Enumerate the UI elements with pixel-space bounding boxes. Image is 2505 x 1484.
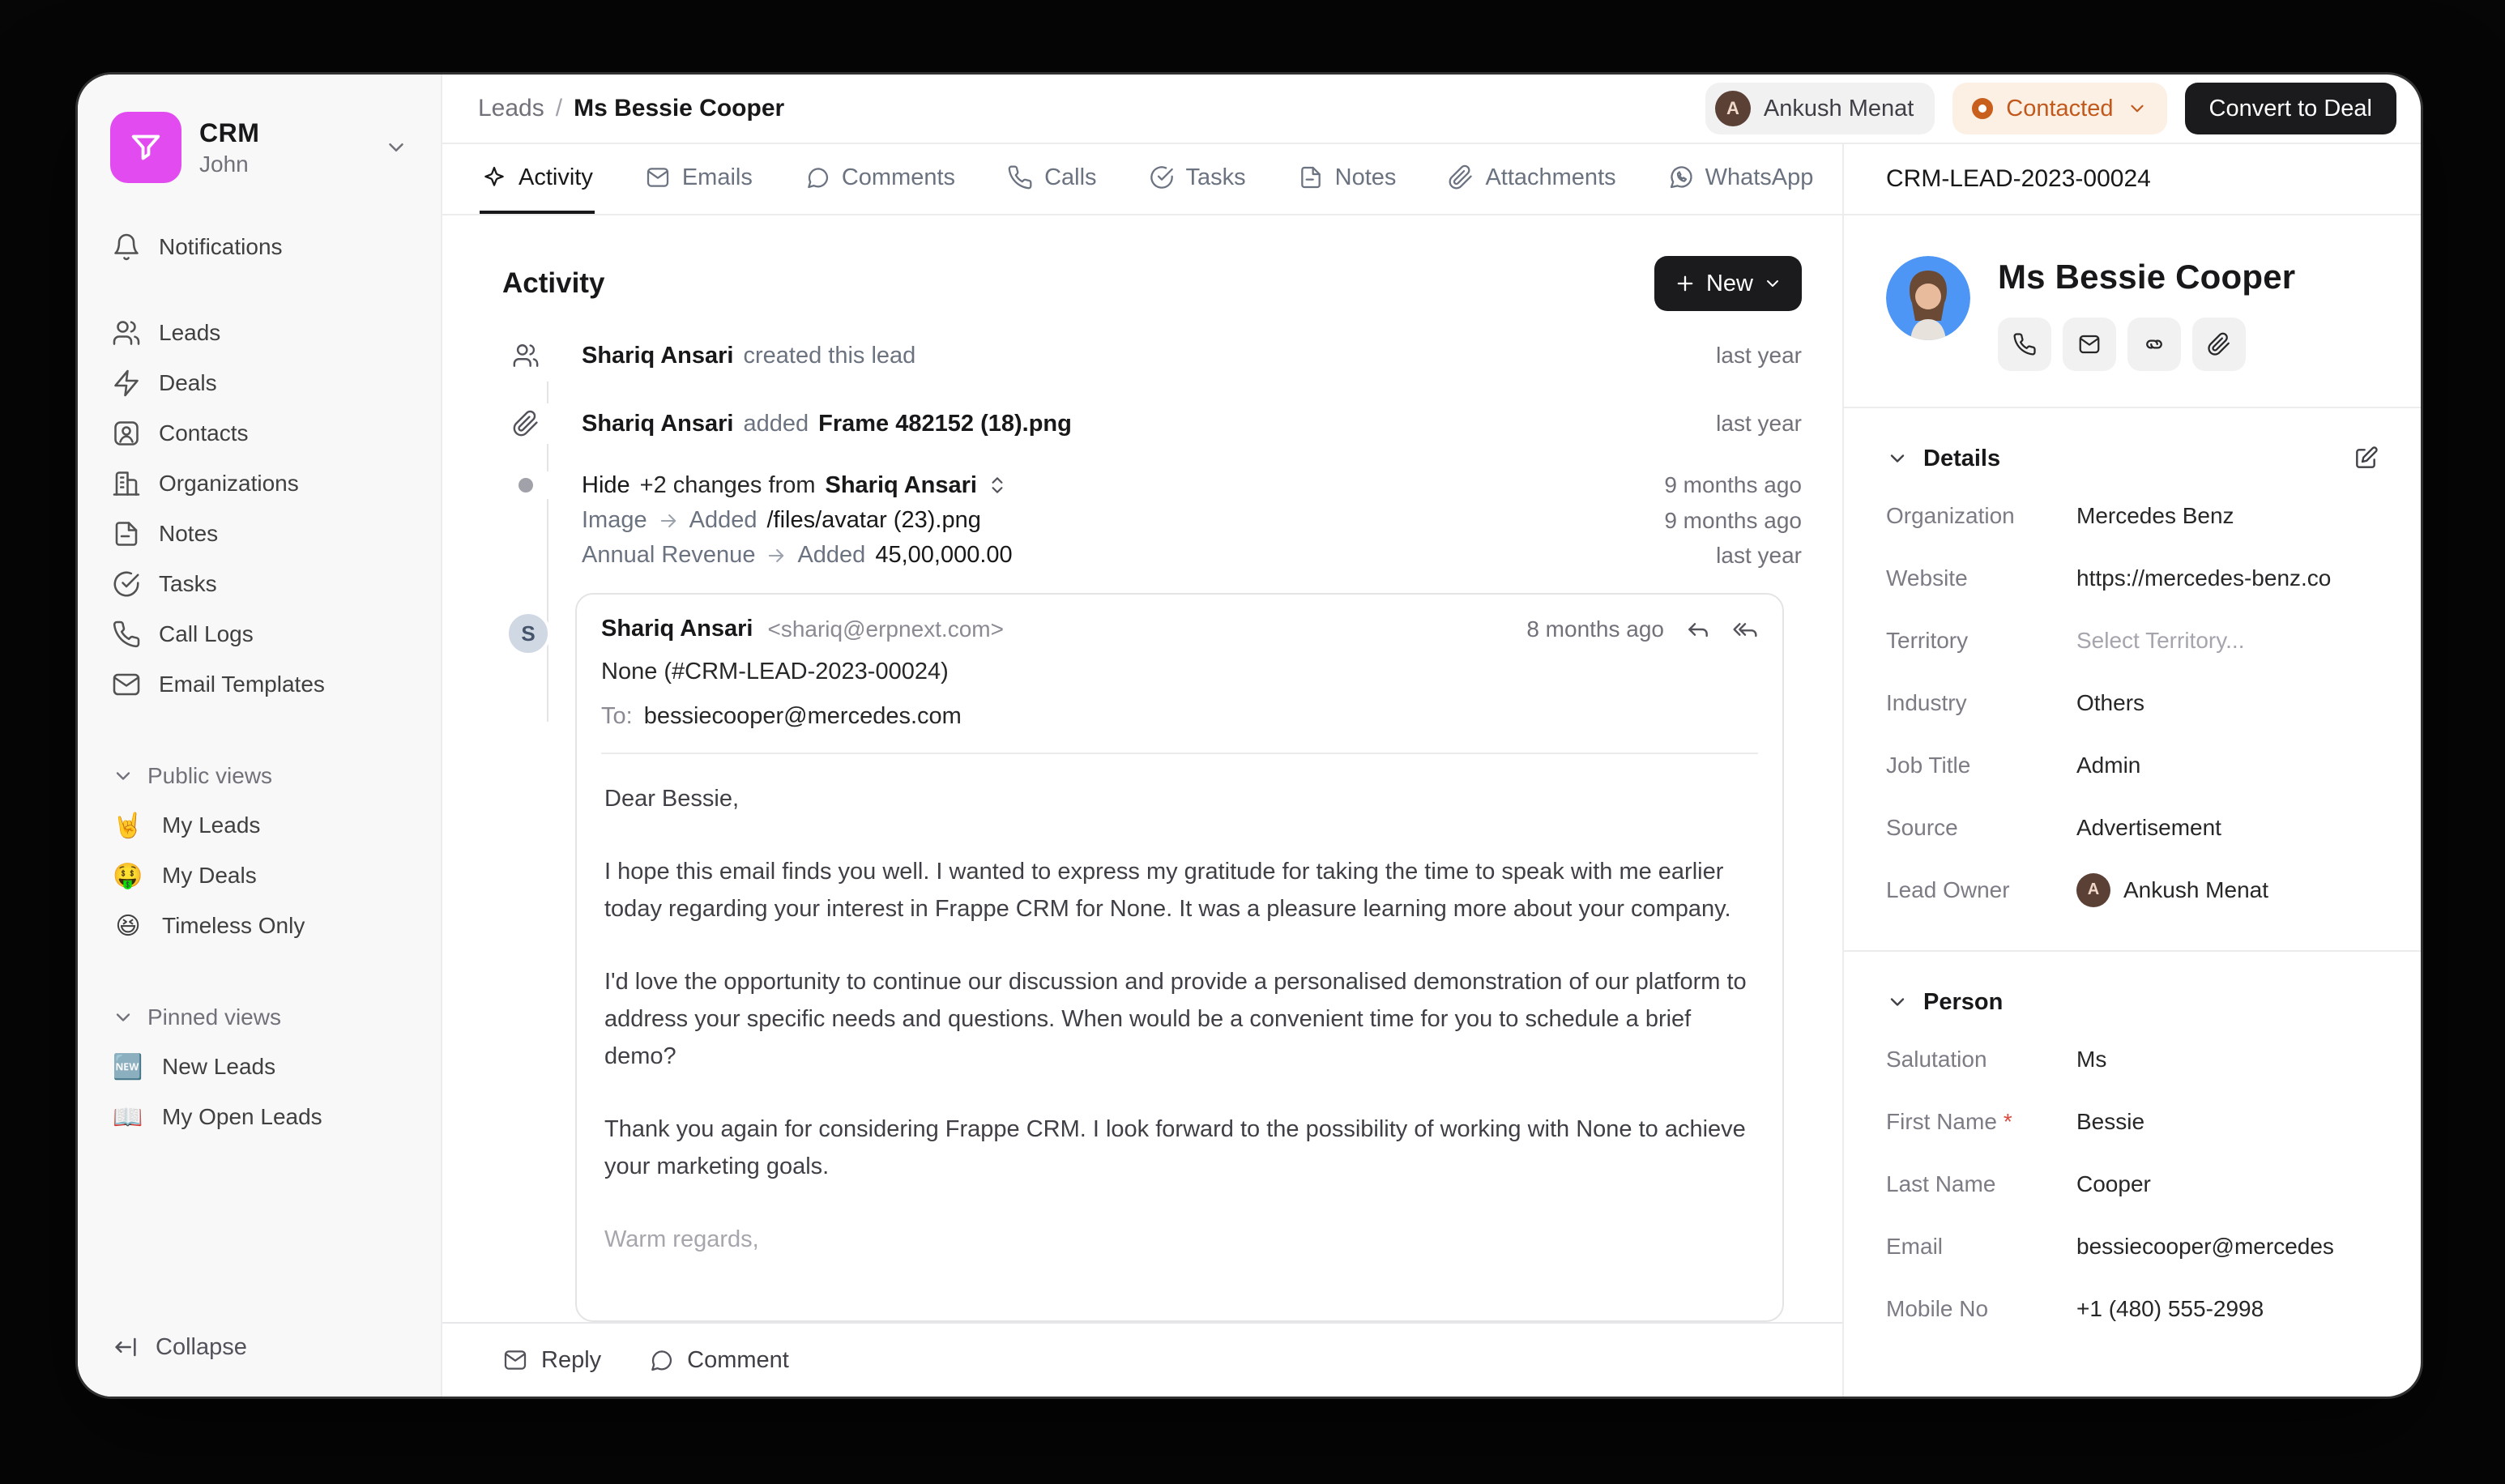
- sidebar-item-label: Leads: [159, 320, 221, 345]
- paperclip-icon: [502, 403, 549, 444]
- field-label: Lead Owner: [1886, 876, 2010, 902]
- action-text: added: [743, 410, 809, 437]
- details-section: [1844, 408, 2421, 950]
- tab-label: Notes: [1334, 164, 1397, 190]
- app-title: CRM: [199, 117, 260, 147]
- field-territory: [1886, 609, 2379, 672]
- sidebar-item-label: Notifications: [159, 234, 283, 259]
- timestamp: last year: [1716, 411, 1802, 436]
- sidebar-item-label: Call Logs: [159, 621, 254, 646]
- whatsapp-icon: [1668, 164, 1694, 190]
- sidebar-item-organizations[interactable]: [99, 458, 420, 509]
- required-marker: *: [2003, 1108, 2012, 1134]
- email-closing: Warm regards,: [604, 1226, 759, 1252]
- tab-attachments[interactable]: [1446, 144, 1617, 214]
- composer-bar: [442, 1322, 1842, 1397]
- paperclip-icon: [1448, 164, 1474, 190]
- field-mobile-no: [1886, 1277, 2379, 1340]
- attachment-name: Frame 482152 (18).png: [818, 410, 1072, 437]
- quick-actions: [1998, 318, 2295, 371]
- actor-name: Shariq Ansari: [582, 342, 734, 369]
- field-name: Image: [582, 507, 647, 533]
- section-title: Public views: [147, 763, 273, 788]
- owner-avatar: A: [2076, 873, 2110, 907]
- users-icon: [112, 318, 141, 348]
- email-sender-address: <shariq@erpnext.com>: [767, 616, 1004, 642]
- tab-bar: [442, 144, 1842, 215]
- note-icon: [112, 519, 141, 548]
- timestamp: 9 months ago: [1664, 507, 1802, 533]
- field-industry: [1886, 672, 2379, 734]
- email-card: [521, 593, 1784, 1322]
- sidebar-item-new-leads[interactable]: [99, 1042, 420, 1092]
- lead-details-panel: [1842, 144, 2421, 1397]
- sidebar-item-label: My Deals: [162, 863, 257, 888]
- reply-label: Reply: [541, 1346, 602, 1373]
- sidebar-item-call-logs[interactable]: [99, 609, 420, 659]
- user-name: John: [199, 151, 249, 177]
- main-area: [442, 75, 2421, 1397]
- tab-notes[interactable]: [1296, 144, 1398, 214]
- field-label: Salutation: [1886, 1046, 1987, 1072]
- change-action: Added: [689, 507, 757, 533]
- assignee-button[interactable]: [1705, 83, 1935, 134]
- money-face-emoji-icon: 🤑: [113, 862, 143, 889]
- activity-feed: [442, 215, 1842, 1322]
- workspace-switcher[interactable]: [99, 104, 420, 191]
- field-value[interactable]: Ms: [2076, 1046, 2107, 1072]
- sidebar-item-label: New Leads: [162, 1054, 276, 1079]
- email-paragraph: Thank you again for considering Frappe CRM. I look forward to the possibility of working with None to achieve your marketing goals.: [604, 1116, 1746, 1179]
- tab-label: Comments: [841, 164, 956, 190]
- sidebar-item-label: Deals: [159, 370, 217, 395]
- field-source: [1886, 796, 2379, 859]
- mail-icon: [502, 1347, 528, 1373]
- tab-label: Tasks: [1185, 164, 1246, 190]
- tab-emails[interactable]: [643, 144, 754, 214]
- chevron-down-icon: [384, 135, 408, 160]
- assignee-name: Ankush Menat: [1763, 95, 1914, 122]
- field-label: Job Title: [1886, 752, 1971, 778]
- reply-all-icon[interactable]: [1732, 616, 1758, 642]
- sidebar-item-label: Email Templates: [159, 672, 325, 697]
- field-value[interactable]: Others: [2076, 689, 2145, 715]
- lead-status-dropdown[interactable]: [1952, 83, 2166, 134]
- bell-icon: [112, 232, 141, 262]
- header-actions: [1705, 83, 2396, 134]
- timestamp: last year: [1716, 343, 1802, 368]
- field-organization: [1886, 484, 2379, 547]
- attach-file-button[interactable]: [2192, 318, 2246, 371]
- chevron-down-icon: [2127, 98, 2148, 119]
- field-label: First Name: [1886, 1108, 1997, 1134]
- sidebar-item-my-leads[interactable]: [99, 800, 420, 851]
- comment-icon: [648, 1347, 674, 1373]
- comment-button[interactable]: [648, 1347, 789, 1374]
- chevron-down-icon: [112, 765, 134, 787]
- reply-button[interactable]: [502, 1347, 601, 1374]
- change-action: Added: [797, 542, 866, 568]
- feed-item-changes-toggle[interactable]: [502, 471, 1802, 499]
- dot-icon: [502, 471, 549, 499]
- horns-emoji-icon: 🤘: [113, 812, 143, 839]
- page-header: [442, 75, 2421, 144]
- email-subject: None (#CRM-LEAD-2023-00024): [601, 659, 949, 684]
- field-value[interactable]: bessiecooper@mercedes: [2076, 1233, 2334, 1259]
- owner-name: Ankush Menat: [2123, 876, 2268, 902]
- sidebar-item-label: Timeless Only: [162, 913, 305, 938]
- timestamp: 9 months ago: [1664, 472, 1802, 497]
- sidebar: [78, 75, 442, 1397]
- field-label: Territory: [1886, 627, 1969, 653]
- collapse-sidebar-button[interactable]: [99, 1319, 420, 1375]
- feed-item-change-image: [502, 507, 1802, 534]
- field-salutation: [1886, 1028, 2379, 1090]
- field-value[interactable]: +1 (480) 555-2998: [2076, 1295, 2264, 1321]
- building-icon: [112, 469, 141, 498]
- center-column: [442, 144, 1842, 1397]
- email-sender-name: Shariq Ansari: [601, 616, 753, 642]
- field-name: Annual Revenue: [582, 542, 756, 568]
- funnel-icon: [127, 129, 164, 166]
- lead-id: CRM-LEAD-2023-00024: [1844, 144, 2421, 215]
- call-button[interactable]: [1998, 318, 2051, 371]
- sidebar-item-my-open-leads[interactable]: [99, 1092, 420, 1142]
- users-icon: [502, 335, 549, 376]
- lead-avatar[interactable]: [1886, 256, 1970, 340]
- open-book-emoji-icon: 📖: [113, 1103, 143, 1131]
- timestamp: last year: [1716, 542, 1802, 568]
- field-website: [1886, 547, 2379, 609]
- lead-name: Ms Bessie Cooper: [1998, 258, 2296, 296]
- status-dot-icon: [1972, 98, 1993, 119]
- breadcrumb-separator: /: [555, 95, 563, 122]
- field-value[interactable]: https://mercedes-benz.co: [2076, 565, 2332, 591]
- field-last-name: [1886, 1153, 2379, 1215]
- copy-link-button[interactable]: [2127, 318, 2181, 371]
- tab-label: Emails: [681, 164, 753, 190]
- phone-icon: [1007, 164, 1033, 190]
- hide-label: Hide: [582, 471, 630, 498]
- field-lead-owner: [1886, 859, 2379, 921]
- breadcrumb-current: Ms Bessie Cooper: [574, 95, 785, 122]
- sidebar-item-leads[interactable]: [99, 308, 420, 358]
- check-circle-icon: [112, 569, 141, 599]
- note-icon: [1298, 164, 1324, 190]
- field-value[interactable]: Advertisement: [2076, 814, 2221, 840]
- tab-calls[interactable]: [1005, 144, 1098, 214]
- edit-details-button[interactable]: [2353, 446, 2379, 471]
- send-email-button[interactable]: [2063, 318, 2116, 371]
- assignee-avatar: A: [1715, 91, 1751, 126]
- chevron-down-icon[interactable]: [1886, 991, 1909, 1013]
- arrow-right-icon: [657, 510, 680, 532]
- tab-whatsapp[interactable]: [1666, 144, 1816, 214]
- edit-icon: [2353, 446, 2379, 471]
- zap-icon: [112, 369, 141, 398]
- tab-activity[interactable]: [480, 144, 595, 214]
- actor-name: Shariq Ansari: [582, 410, 734, 437]
- field-label: Source: [1886, 814, 1958, 840]
- field-value[interactable]: Mercedes Benz: [2076, 502, 2234, 528]
- new-activity-button[interactable]: [1654, 256, 1802, 311]
- field-value[interactable]: Bessie: [2076, 1108, 2145, 1134]
- chevron-down-icon[interactable]: [1886, 447, 1909, 470]
- sidebar-item-label: My Open Leads: [162, 1104, 322, 1129]
- workspace-text: [199, 118, 366, 177]
- app-window: [78, 75, 2421, 1397]
- changes-text: +2 changes from: [639, 471, 816, 498]
- pinned-views-header[interactable]: [99, 993, 420, 1042]
- tab-label: Calls: [1044, 164, 1097, 190]
- field-label: Email: [1886, 1233, 1944, 1259]
- phone-icon: [2012, 332, 2037, 356]
- sidebar-item-label: Contacts: [159, 420, 249, 446]
- sidebar-item-timeless-only[interactable]: [99, 901, 420, 951]
- crm-logo: [110, 112, 181, 183]
- email-body: [577, 754, 1782, 1258]
- field-label: Industry: [1886, 689, 1967, 715]
- to-label: To:: [601, 703, 633, 729]
- tab-tasks[interactable]: [1147, 144, 1248, 214]
- phone-icon: [112, 620, 141, 649]
- field-value[interactable]: [2076, 873, 2379, 907]
- email-greeting: Dear Bessie,: [604, 786, 740, 812]
- sidebar-nav: [99, 308, 420, 710]
- sidebar-item-tasks[interactable]: [99, 559, 420, 609]
- lead-hero: [1844, 215, 2421, 408]
- tab-label: WhatsApp: [1705, 164, 1814, 190]
- comment-label: Comment: [687, 1346, 789, 1373]
- sidebar-item-contacts[interactable]: [99, 408, 420, 458]
- reply-icon[interactable]: [1685, 616, 1711, 642]
- sidebar-item-deals[interactable]: [99, 358, 420, 408]
- status-label: Contacted: [2006, 95, 2114, 122]
- person-title: Person: [1923, 988, 2004, 1015]
- actor-name: Shariq Ansari: [825, 471, 977, 498]
- sidebar-item-label: Organizations: [159, 471, 299, 496]
- mail-icon: [112, 670, 141, 699]
- plus-icon: [1674, 272, 1696, 295]
- tab-label: Attachments: [1485, 164, 1616, 190]
- sidebar-item-label: Tasks: [159, 571, 217, 596]
- collapse-label: Collapse: [156, 1333, 247, 1360]
- email-timestamp: 8 months ago: [1526, 616, 1664, 642]
- email-paragraph: I'd love the opportunity to continue our discussion and provide a personalised demonstration of our platform to address your specific needs and questions. When would be a convenient time for you to schedule a brief demo?: [604, 969, 1747, 1069]
- field-label: Last Name: [1886, 1171, 1996, 1196]
- arrow-right-icon: [765, 544, 787, 567]
- email-recipient: bessiecooper@mercedes.com: [643, 703, 962, 729]
- feed-item-attachment: [502, 403, 1802, 444]
- convert-to-deal-button[interactable]: Convert to Deal: [2185, 83, 2397, 134]
- field-label: Organization: [1886, 502, 2015, 528]
- mail-icon: [645, 164, 671, 190]
- sidebar-item-my-deals[interactable]: [99, 851, 420, 901]
- field-job-title: [1886, 734, 2379, 796]
- breadcrumb-leads-link[interactable]: Leads: [478, 95, 544, 122]
- paperclip-icon: [2207, 332, 2231, 356]
- feed-item-change-revenue: [502, 542, 1802, 569]
- tab-label: Activity: [518, 164, 593, 190]
- public-views-header[interactable]: [99, 752, 420, 800]
- sidebar-item-label: My Leads: [162, 812, 261, 838]
- field-email: [1886, 1215, 2379, 1277]
- email-paragraph: I hope this email finds you well. I wanted to express my gratitude for taking the time to speak with me earlier today regarding your interest in Frappe CRM for None. It was a pleasure learning more about your company.: [604, 859, 1731, 922]
- sidebar-item-label: Notes: [159, 521, 219, 546]
- field-first-name: [1886, 1090, 2379, 1153]
- collapse-arrow-icon: [112, 1333, 139, 1361]
- details-title: Details: [1923, 445, 2001, 471]
- mail-icon: [2077, 332, 2102, 356]
- chevron-down-icon: [1763, 274, 1782, 293]
- field-label: Website: [1886, 565, 1968, 591]
- field-value[interactable]: Cooper: [2076, 1171, 2151, 1196]
- feed-item-created: [502, 335, 1802, 376]
- new-emoji-icon: 🆕: [113, 1053, 143, 1081]
- laughing-emoji-icon: 😆: [115, 912, 141, 940]
- new-button-label: New: [1705, 270, 1753, 296]
- comment-icon: [804, 164, 830, 190]
- sparkle-icon: [481, 164, 507, 190]
- section-title: Pinned views: [147, 1004, 281, 1030]
- action-text: created this lead: [743, 342, 916, 369]
- sidebar-item-notes[interactable]: [99, 509, 420, 559]
- field-label: Mobile No: [1886, 1295, 1989, 1321]
- chevron-down-icon: [112, 1006, 134, 1029]
- tab-comments[interactable]: [803, 144, 957, 214]
- check-circle-icon: [1149, 164, 1175, 190]
- link-icon: [2142, 332, 2166, 356]
- field-value[interactable]: Admin: [2076, 752, 2141, 778]
- sidebar-item-notifications[interactable]: [99, 222, 420, 272]
- contact-icon: [112, 419, 141, 448]
- sender-avatar: S: [506, 611, 551, 656]
- person-section: [1844, 950, 2421, 1369]
- change-value: /files/avatar (23).png: [766, 507, 981, 533]
- breadcrumb: [478, 95, 784, 122]
- change-value: 45,00,000.00: [875, 542, 1013, 568]
- field-value-placeholder[interactable]: Select Territory...: [2076, 627, 2245, 653]
- chevrons-up-down-icon: [987, 475, 1008, 496]
- sidebar-item-email-templates[interactable]: [99, 659, 420, 710]
- activity-title: Activity: [502, 267, 605, 299]
